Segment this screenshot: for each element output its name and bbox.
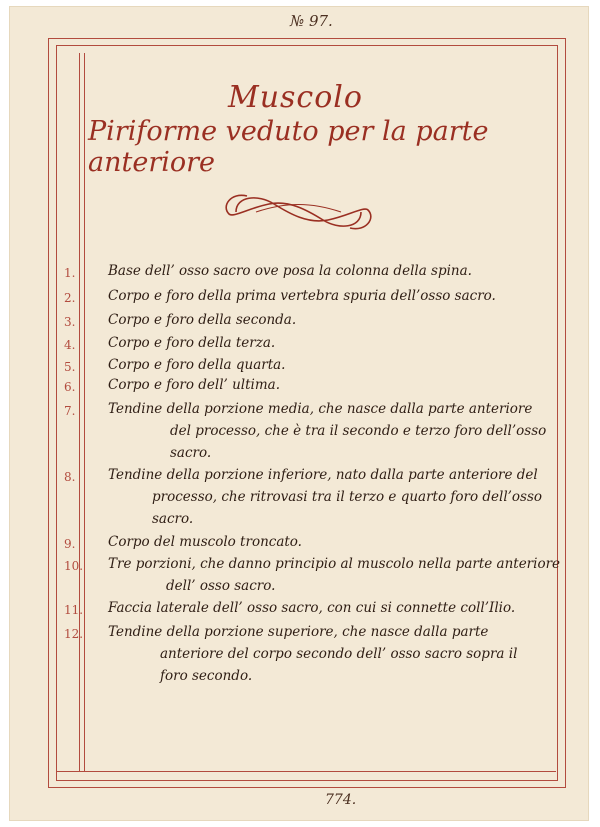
entry-number: 2. bbox=[64, 291, 76, 305]
entry-text-line: Faccia laterale dell’ osso sacro, con cui si connette coll’Ilio. bbox=[108, 600, 516, 616]
entry-number: 6. bbox=[64, 380, 76, 394]
entry-text-line: Tendine della porzione media, che nasce dalla parte anteriore bbox=[108, 401, 533, 417]
entry-text-line: Corpo e foro della terza. bbox=[108, 335, 276, 351]
entry-text-line: dell’ osso sacro. bbox=[166, 578, 276, 594]
entry-text-line: Tendine della porzione superiore, che nasce dalla parte bbox=[108, 624, 489, 640]
page-number-top: № 97. bbox=[290, 12, 333, 30]
entry-number: 10. bbox=[64, 559, 84, 573]
entry-text-line: Tre porzioni, che danno principio al muscolo nella parte anteriore bbox=[108, 556, 561, 572]
entry-text-line: sacro. bbox=[152, 511, 194, 527]
margin-rule bbox=[79, 53, 80, 771]
entry-number: 9. bbox=[64, 537, 76, 551]
entry-text-line: foro secondo. bbox=[160, 668, 253, 684]
entry-number: 3. bbox=[64, 315, 76, 329]
entry-text-line: Corpo e foro della seconda. bbox=[108, 312, 297, 328]
page-number-bottom: 774. bbox=[325, 792, 357, 808]
entry-number: 5. bbox=[64, 360, 76, 374]
entry-number: 8. bbox=[64, 470, 76, 484]
bottom-rule bbox=[56, 771, 556, 772]
title-line-1: Muscolo bbox=[228, 80, 363, 115]
entry-text-line: processo, che ritrovasi tra il terzo e quarto foro dell’osso bbox=[152, 489, 543, 505]
entry-number: 4. bbox=[64, 338, 76, 352]
entry-text-line: Corpo e foro dell’ ultima. bbox=[108, 377, 280, 393]
entry-number: 11. bbox=[64, 603, 84, 617]
entry-number: 7. bbox=[64, 404, 76, 418]
title-line-2: Piriforme veduto per la parte anteriore bbox=[88, 116, 489, 178]
entry-text-line: Corpo e foro della prima vertebra spuria dell’osso sacro. bbox=[108, 288, 496, 304]
margin-rule bbox=[84, 53, 85, 771]
entry-number: 1. bbox=[64, 266, 76, 280]
entry-text-line: Corpo e foro della quarta. bbox=[108, 357, 286, 373]
entry-text-line: Base dell’ osso sacro ove posa la colonna della spina. bbox=[108, 263, 472, 279]
flourish-ornament bbox=[216, 188, 381, 236]
entry-text-line: anteriore del corpo secondo dell’ osso sacro sopra il bbox=[160, 646, 518, 662]
entry-number: 12. bbox=[64, 627, 84, 641]
entry-text-line: Tendine della porzione inferiore, nato dalla parte anteriore del bbox=[108, 467, 538, 483]
entry-text-line: Corpo del muscolo troncato. bbox=[108, 534, 302, 550]
entry-text-line: del processo, che è tra il secondo e terzo foro dell’osso bbox=[170, 423, 547, 439]
entry-text-line: sacro. bbox=[170, 445, 212, 461]
